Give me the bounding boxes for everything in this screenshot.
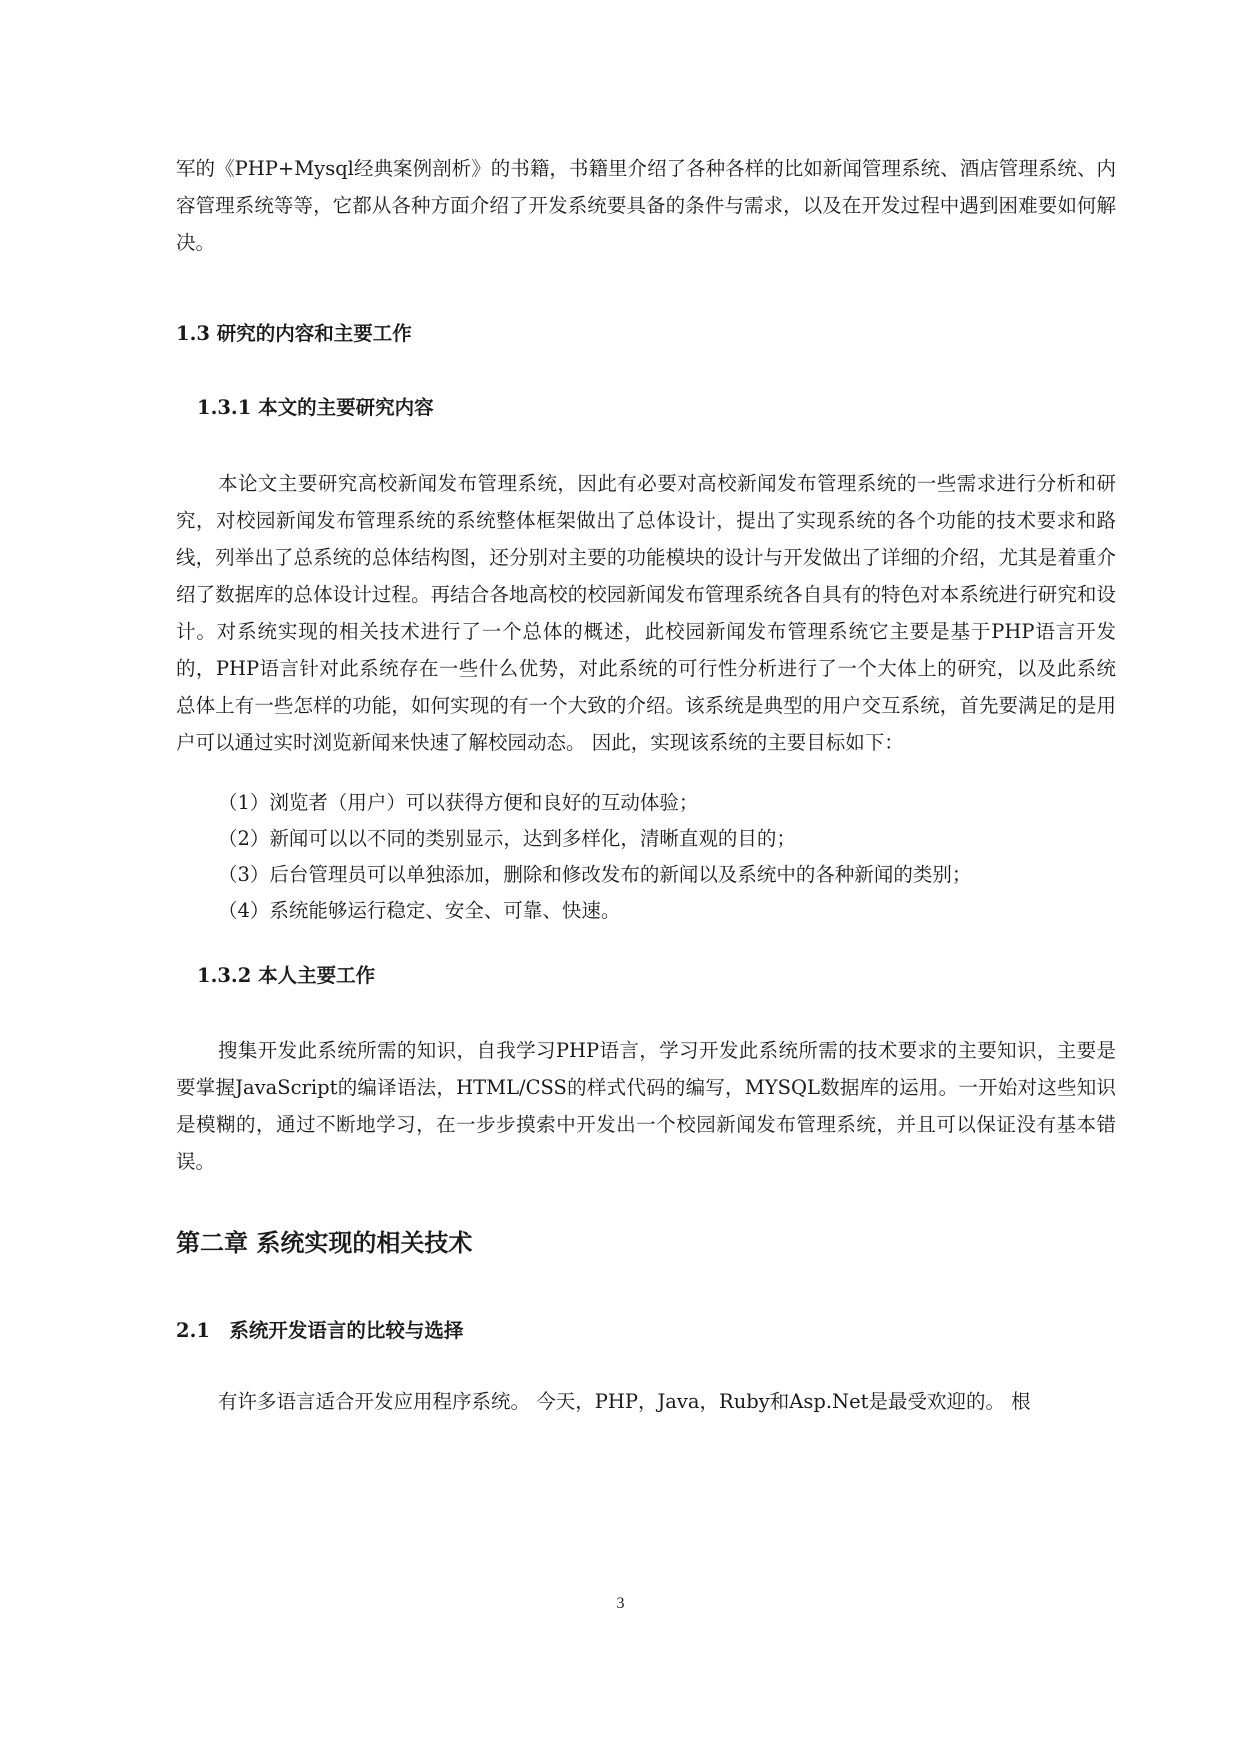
subsection-heading-1-3-2: 1.3.2 本人主要工作 xyxy=(197,964,376,987)
goal-list-item: （1）浏览者（用户）可以获得方便和良好的互动体验； xyxy=(218,791,699,814)
subsection-heading-1-3-1: 1.3.1 本文的主要研究内容 xyxy=(197,396,434,419)
goal-list-item: （3）后台管理员可以单独添加，删除和修改发布的新闻以及系统中的各种新闻的类别； xyxy=(218,863,972,886)
personal-work-paragraph: 搜集开发此系统所需的知识，自我学习PHP语言，学习开发此系统所需的技术要求的主要知识，主要是要掌握JavaScript的编译语法，HTML/CSS的样式代码的编写，MYSQL数据库的运用。一开始对这些知识是模糊的，通过不断地学习，在一步步摸索中开发出一个校园新闻发布管理系统，并且可以保证没有基本错误。 xyxy=(176,1039,1116,1173)
section-heading-1-3: 1.3 研究的内容和主要工作 xyxy=(176,322,412,345)
language-comparison-paragraph: 有许多语言适合开发应用程序系统。 今天，PHP，Java，Ruby和Asp.Net是最受欢迎的。 根 xyxy=(218,1390,1031,1413)
goal-list-item: （4）系统能够运行稳定、安全、可靠、快速。 xyxy=(218,899,621,922)
page-number: 3 xyxy=(616,1595,625,1612)
goal-list-item: （2）新闻可以以不同的类别显示，达到多样化，清晰直观的目的； xyxy=(218,827,796,850)
research-content-paragraph: 本论文主要研究高校新闻发布管理系统，因此有必要对高校新闻发布管理系统的一些需求进行分析和研究，对校园新闻发布管理系统的系统整体框架做出了总体设计，提出了实现系统的各个功能的技术要求和路线，列举出了总系统的总体结构图，还分别对主要的功能模块的设计与开发做出了详细的介绍，尤其是着重介绍了数据库的总体设计过程。再结合各地高校的校园新闻发布管理系统各自具有的特色对本系统进行研究和设计。对系统实现的相关技术进行了一个总体的概述，此校园新闻发布管理系统它主要是基于PHP语言开发的，PHP语言针对此系统存在一些什么优势，对此系统的可行性分析进行了一个大体上的研究，以及此系统总体上有一些怎样的功能，如何实现的有一个大致的介绍。该系统是典型的用户交互系统，首先要满足的是用户可以通过实时浏览新闻来快速了解校园动态。 因此，实现该系统的主要目标如下： xyxy=(176,472,1116,754)
section-heading-2-1: 2.1 系统开发语言的比较与选择 xyxy=(176,1319,464,1342)
chapter-heading-2: 第二章 系统实现的相关技术 xyxy=(176,1228,473,1257)
intro-paragraph: 军的《PHP+Mysql经典案例剖析》的书籍，书籍里介绍了各种各样的比如新闻管理系统、酒店管理系统、内容管理系统等等，它都从各种方面介绍了开发系统要具备的条件与需求，以及在开发过程中遇到困难要如何解决。 xyxy=(176,157,1116,254)
